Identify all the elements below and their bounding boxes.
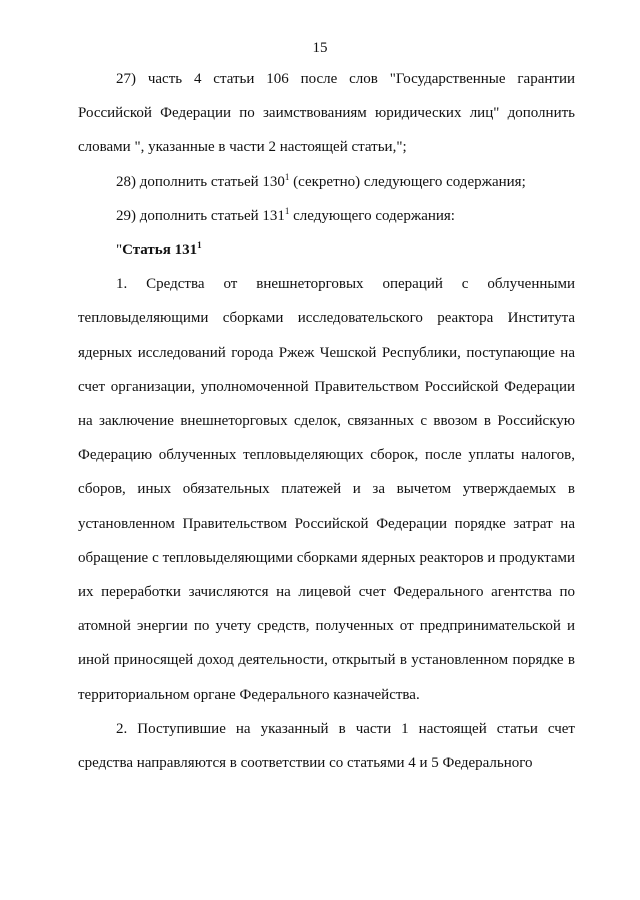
superscript-index: 1 — [197, 240, 202, 251]
paragraph-item-28 — [78, 165, 575, 199]
superscript-index: 1 — [284, 205, 290, 216]
article-title: Статья 131 — [122, 242, 198, 259]
superscript-index: 1 — [284, 171, 290, 182]
paragraph-item-29-text: 29) дополнить статьей 131 — [116, 207, 285, 224]
article-opening-quote: " — [116, 242, 123, 259]
paragraph-item-28-tail: (секретно) следующего содержания; — [289, 173, 526, 190]
paragraph-item-27: 27) часть 4 статьи 106 после слов "Государственные гарантии Российской Федерации по заимствованиям юридических лиц" дополнить словами ", указанные в части 2 настоящей статьи,"; — [78, 71, 575, 156]
paragraph-item-29 — [78, 199, 575, 233]
article-heading — [78, 233, 575, 267]
page-number: 15 — [312, 40, 328, 56]
article-point-2: 2. Поступившие на указанный в части 1 настоящей статьи счет средства направляются в соответствии со статьями 4 и 5 Федерального — [78, 720, 575, 772]
document-body — [78, 62, 575, 780]
paragraph-item-28-text: 28) дополнить статьей 130 — [116, 173, 285, 190]
paragraph-item-29-tail: следующего содержания: — [289, 207, 455, 224]
article-point-1: 1. Средства от внешнеторговых операций с облученными тепловыделяющими сборками исследовательского реактора Института ядерных исследований города Ржеж Чешской Республики, поступающие на счет организации, уполномоченной Правительством Российской Федерации на заключение внешнеторговых сделок, связанных с ввозом в Российскую Федерацию облученных тепловыделяющих сборок, после уплаты налогов, сборов, иных обязательных платежей и за вычетом утверждаемых в установленном Правительством Российской Федерации порядке затрат на обращение с тепловыделяющими сборками ядерных реакторов и продуктами их переработки зачисляются на лицевой счет Федерального агентства по атомной энергии по учету средств, полученных от предпринимательской и иной приносящей доход деятельности, открытый в установленном порядке в территориальном органе Федерального казначейства. — [78, 276, 575, 703]
